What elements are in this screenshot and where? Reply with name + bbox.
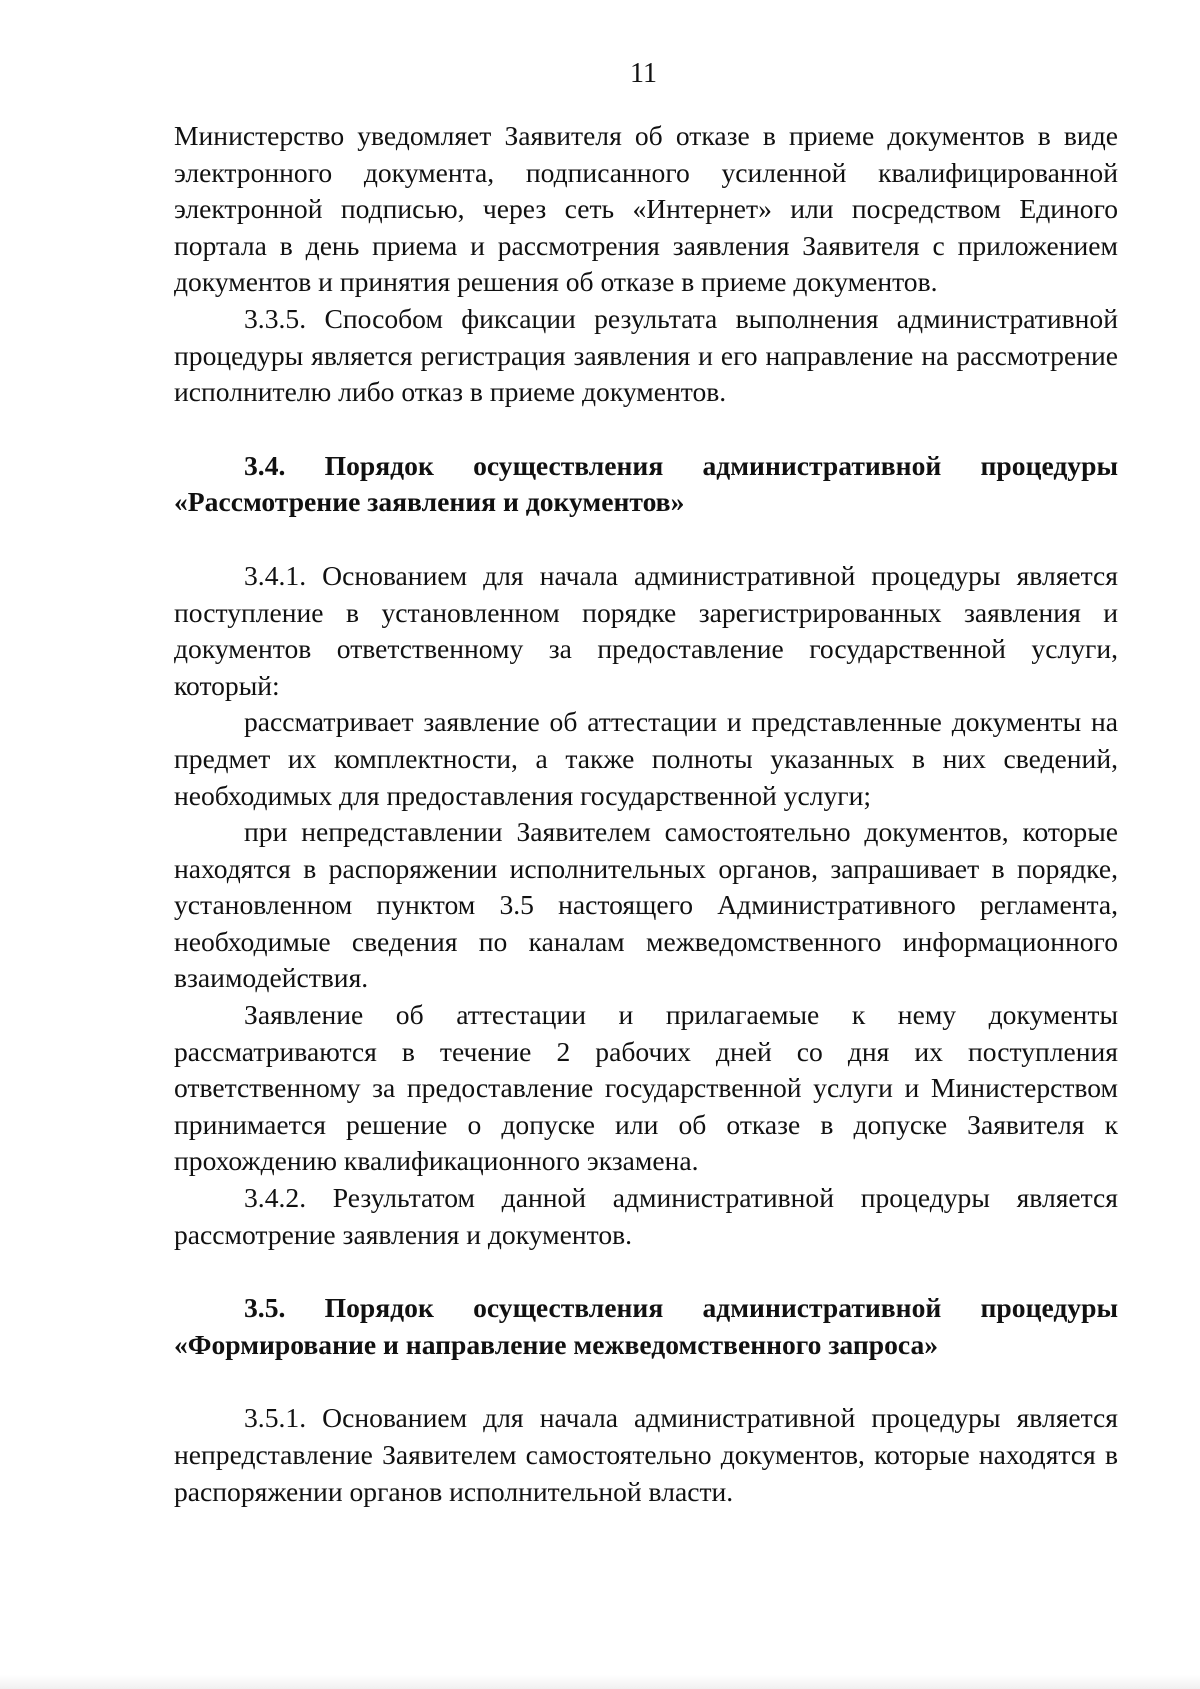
paragraph-3-4-1: 3.4.1. Основанием для начала административной процедуры является поступление в установленном порядке зарегистрированных заявления и документов ответственному за предоставление государственной услуги, который: (174, 559, 1118, 701)
paragraph-review-period: Заявление об аттестации и прилагаемые к нему документы рассматриваются в течение 2 рабочих дней со дня их поступления ответственному за предоставление государственной услуги и Министерством принимается решение о допуске или об отказе в допуске Заявителя к прохождению квалификационного экзамена. (174, 999, 1118, 1177)
section-heading-3-5: 3.5. Порядок осуществления административной процедуры «Формирование и направление межведомственного запроса» (174, 1292, 1118, 1360)
paragraph-3-3-5: 3.3.5. Способом фиксации результата выполнения административной процедуры является регистрация заявления и его направление на рассмотрение исполнителю либо отказ в приеме документов. (174, 302, 1118, 408)
page-number: 11 (630, 58, 657, 89)
paragraph-reviews-application: рассматривает заявление об аттестации и представленные документы на предмет их комплектности, а также полноты указанных в них сведений, необходимых для предоставления государственной услуги; (174, 706, 1118, 811)
scan-edge-shadow (0, 1675, 1200, 1689)
paragraph-3-4-2: 3.4.2. Результатом данной административной процедуры является рассмотрение заявления и документов. (174, 1182, 1118, 1250)
document-body (174, 118, 1118, 1510)
paragraph-ministry-notification: Министерство уведомляет Заявителя об отказе в приеме документов в виде электронного документа, подписанного усиленной квалифицированной электронной подписью, через сеть «Интернет» или посредством Единого портала в день приема и рассмотрения заявления Заявителя с приложением документов и принятия решения об отказе в приеме документов. (174, 120, 1118, 298)
section-heading-3-4: 3.4. Порядок осуществления административной процедуры «Рассмотрение заявления и документов» (174, 449, 1118, 518)
paragraph-3-5-1: 3.5.1. Основанием для начала административной процедуры является непредставление Заявителем самостоятельно документов, которые находятся в распоряжении органов исполнительной власти. (174, 1402, 1118, 1507)
paragraph-interagency-request: при непредставлении Заявителем самостоятельно документов, которые находятся в распоряжении исполнительных органов, запрашивает в порядке, установленном пунктом 3.5 настоящего Административного регламента, необходимые сведения по каналам межведомственного информационного взаимодействия. (174, 816, 1118, 994)
